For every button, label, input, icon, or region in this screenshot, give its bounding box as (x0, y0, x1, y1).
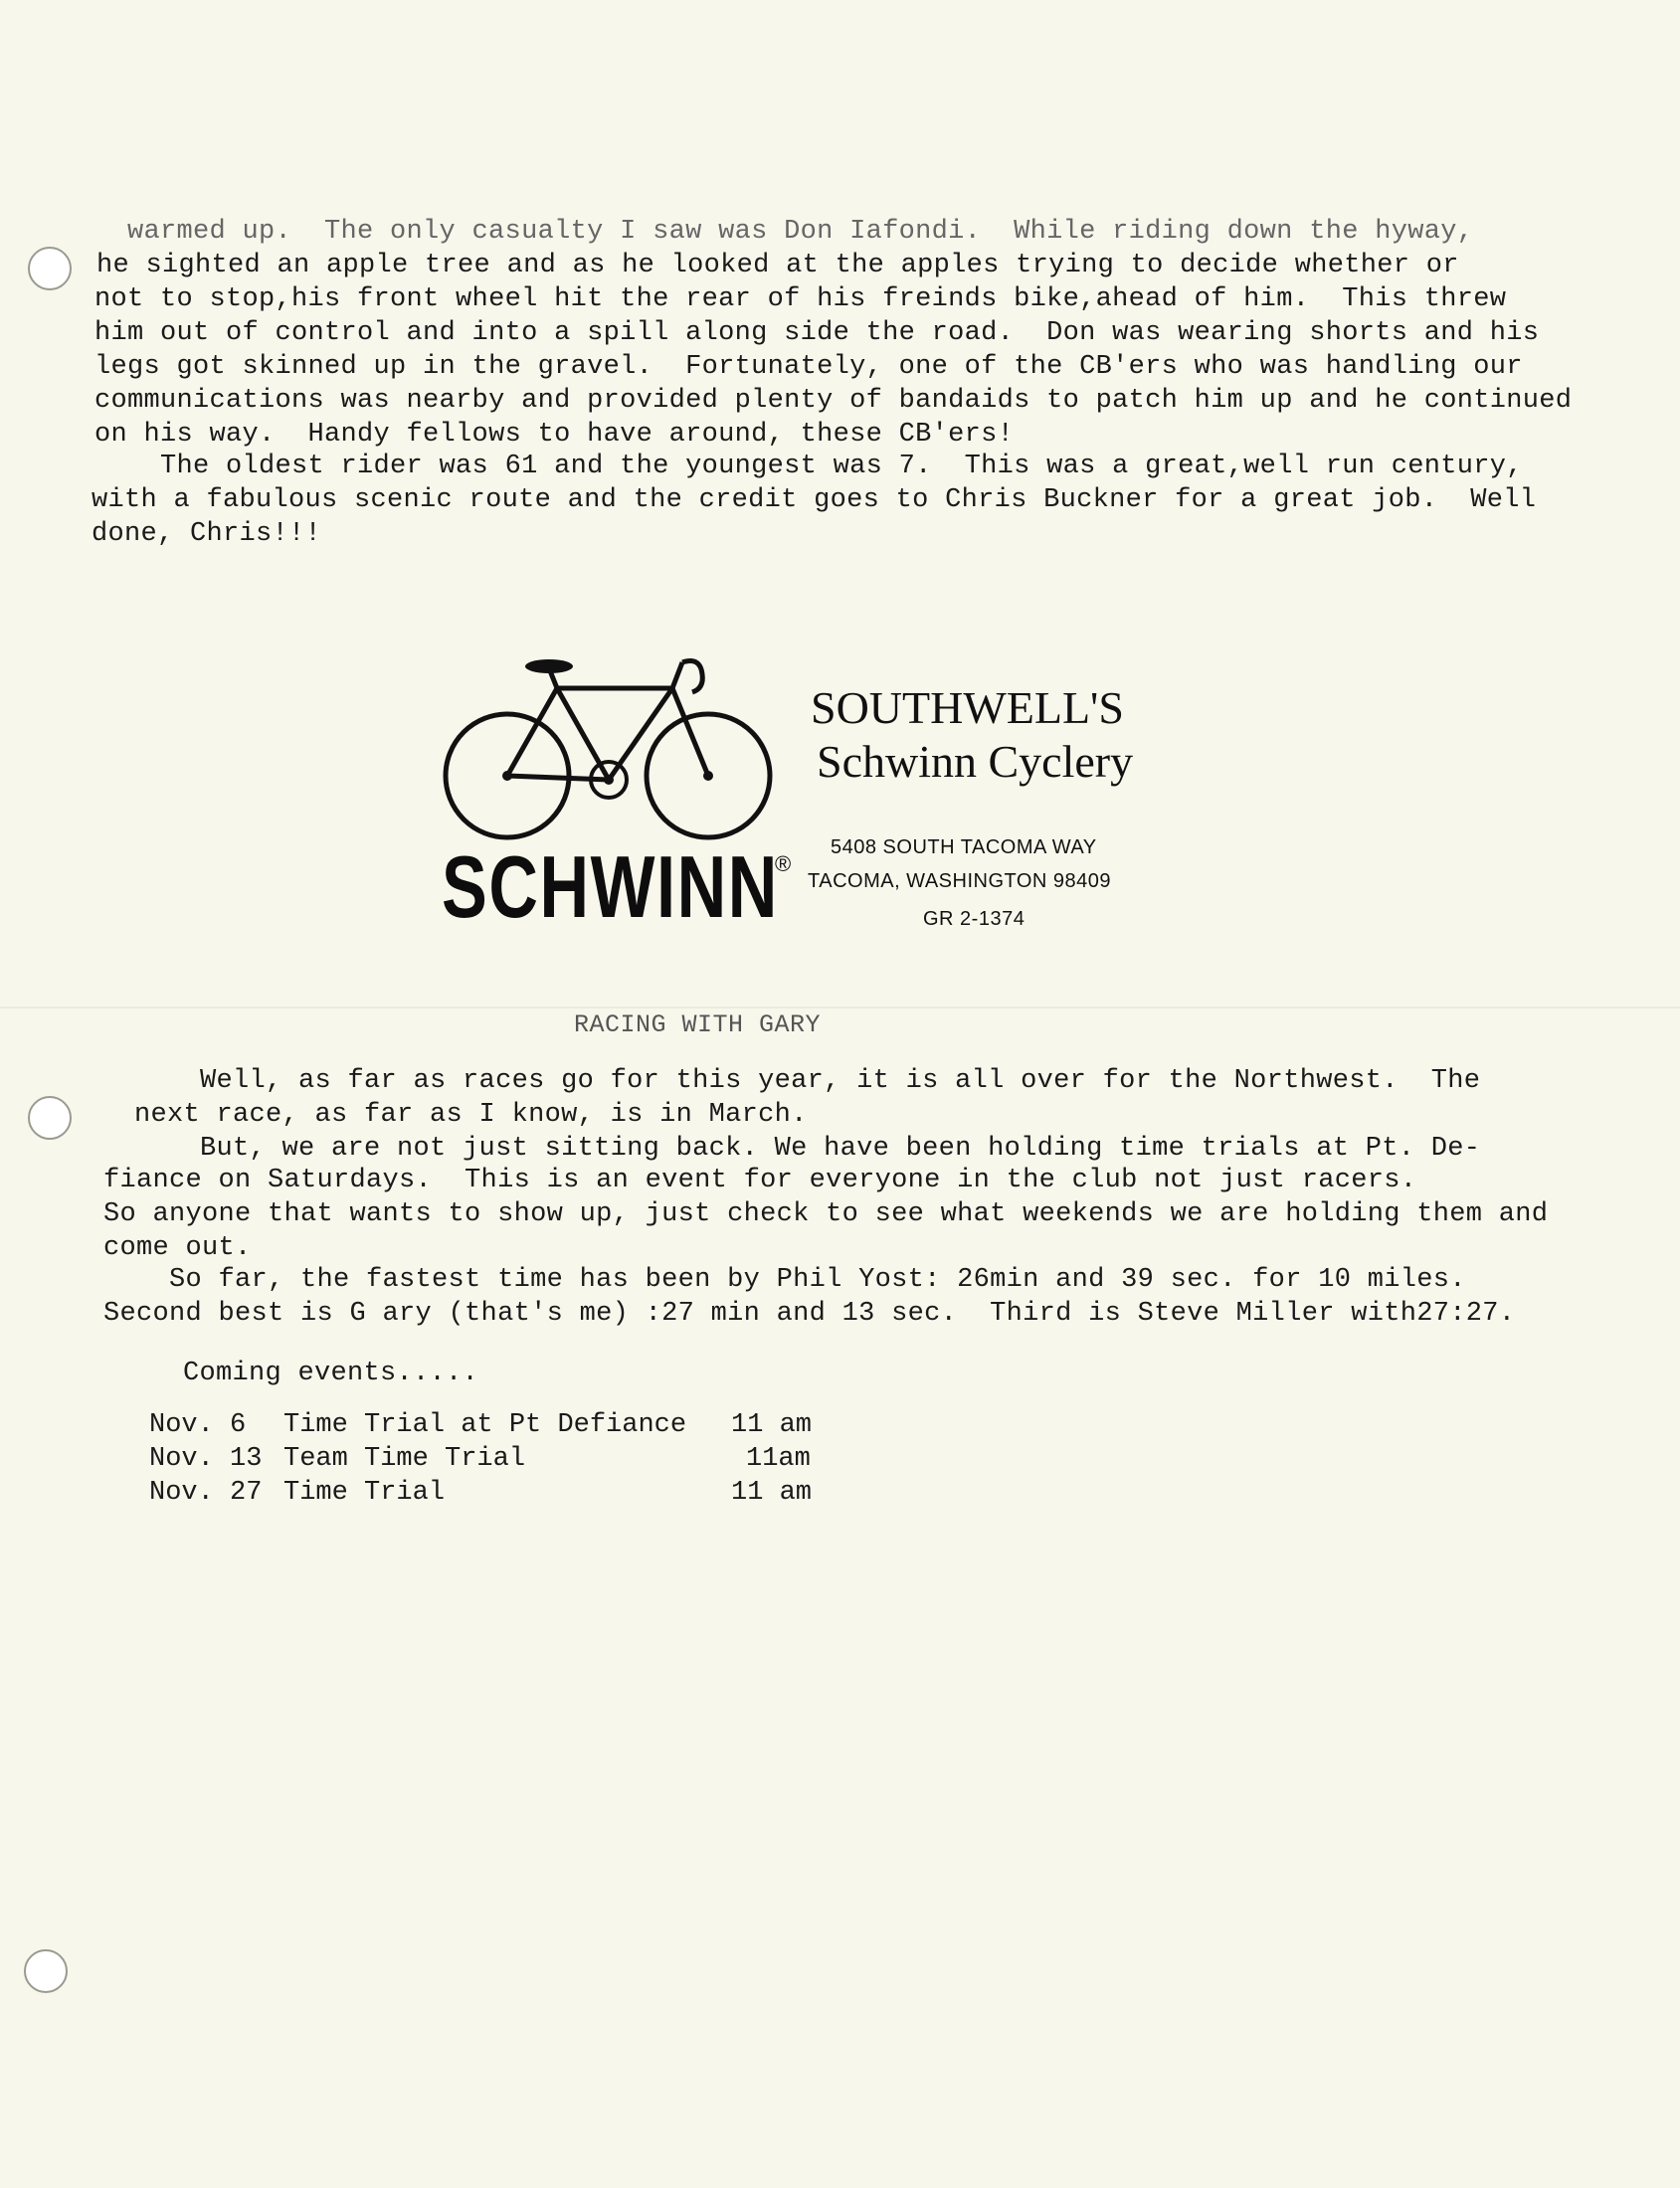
shop-address-city: TACOMA, WASHINGTON 98409 (808, 870, 1112, 892)
article-line: on his way. Handy fellows to have around, these CB'ers! (94, 420, 1015, 450)
coming-events-title: Coming events..... (183, 1359, 479, 1388)
article-line: with a fabulous scenic route and the credit goes to Chris Buckner for a great job. Well (92, 485, 1537, 515)
event-time: 11 am (731, 1478, 813, 1508)
registered-mark: ® (775, 851, 792, 876)
racing-line: But, we are not just sitting back. We have been holding time trials at Pt. De- (101, 1134, 1481, 1164)
event-name: Time Trial at Pt Defiance (283, 1410, 687, 1440)
article-line: not to stop,his front wheel hit the rear of his freinds bike,ahead of him. This threw (94, 284, 1507, 314)
event-date: Nov. 13 (149, 1444, 263, 1474)
schwinn-logo-text: SCHWINN (442, 837, 779, 936)
shop-address-street: 5408 SOUTH TACOMA WAY (831, 836, 1097, 858)
bicycle-icon (438, 656, 776, 841)
event-time: 11 am (731, 1410, 813, 1440)
article-line: legs got skinned up in the gravel. Fortunately, one of the CB'ers who was handling our (94, 352, 1523, 382)
event-name: Team Time Trial (283, 1444, 526, 1474)
racing-line: Well, as far as races go for this year, it is all over for the Northwest. The (101, 1066, 1481, 1096)
article-line: he sighted an apple tree and as he looked at the apples trying to decide whether or (96, 251, 1459, 280)
binder-hole-middle (28, 1096, 72, 1140)
article-line: warmed up. The only casualty I saw was Don Iafondi. While riding down the hyway, (127, 217, 1474, 247)
event-name: Time Trial (283, 1478, 446, 1508)
article-line: done, Chris!!! (92, 519, 322, 549)
racing-line: Second best is G ary (that's me) :27 min and 13 sec. Third is Steve Miller with27:27. (103, 1299, 1516, 1329)
racing-line: So far, the fastest time has been by Phil Yost: 26min and 39 sec. for 10 miles. (103, 1265, 1466, 1295)
racing-heading: RACING WITH GARY (574, 1010, 822, 1039)
event-time: 11am (746, 1444, 811, 1474)
shop-subtitle: Schwinn Cyclery (817, 736, 1134, 787)
racing-line: come out. (103, 1233, 252, 1263)
event-date: Nov. 27 (149, 1478, 263, 1508)
shop-name: SOUTHWELL'S (811, 682, 1124, 733)
article-line: The oldest rider was 61 and the youngest was 7. This was a great,well run century, (94, 452, 1523, 481)
racing-line: So anyone that wants to show up, just check to see what weekends we are holding them and (103, 1199, 1549, 1229)
shop-phone: GR 2-1374 (923, 908, 1026, 930)
article-line: him out of control and into a spill along side the road. Don was wearing shorts and his (94, 318, 1540, 348)
event-date: Nov. 6 (149, 1410, 247, 1440)
racing-line: fiance on Saturdays. This is an event for everyone in the club not just racers. (103, 1166, 1417, 1195)
racing-line: next race, as far as I know, is in March. (101, 1100, 808, 1130)
page-fold (0, 1006, 1680, 1008)
binder-hole-bottom (24, 1949, 68, 1993)
article-line: communications was nearby and provided plenty of bandaids to patch him up and he continued (94, 386, 1573, 416)
binder-hole-top (28, 247, 72, 290)
